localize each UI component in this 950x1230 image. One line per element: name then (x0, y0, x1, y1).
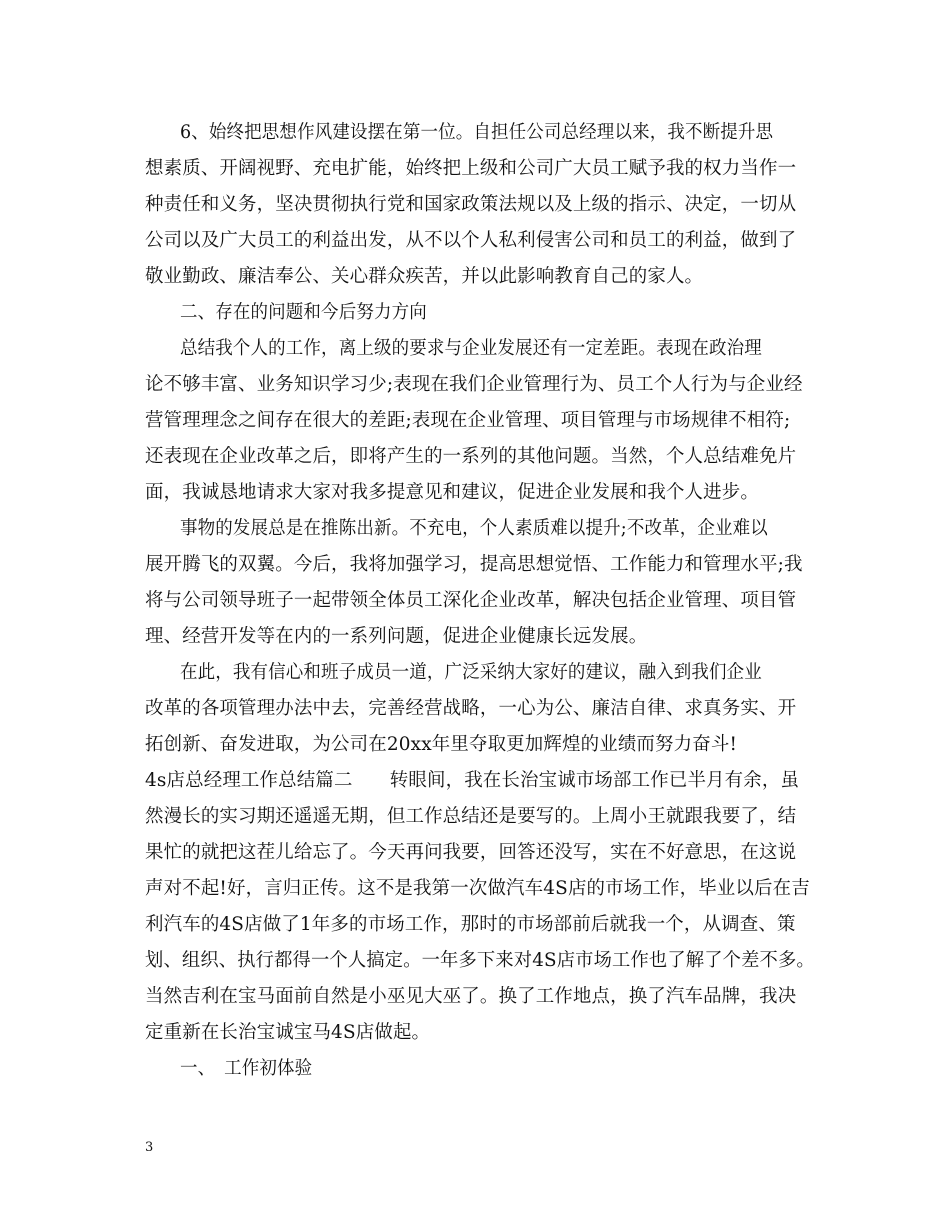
section-heading: 一、 工作初体验 (180, 1058, 313, 1079)
paragraph-line: 在此，我有信心和班子成员一道，广泛采纳大家好的建议，融入到我们企业 (180, 662, 762, 683)
paragraph-line: 事物的发展总是在推陈出新。不充电，个人素质难以提升;不改革，企业难以 (180, 518, 768, 539)
paragraph-line: 拓创新、奋发进取，为公司在20xx年里夺取更加辉煌的业绩而努力奋斗! (145, 734, 738, 755)
paragraph-line: 还表现在企业改革之后，即将产生的一系列的其他问题。当然，个人总结难免片 (145, 446, 797, 467)
paragraph-line: 种责任和义务，坚决贯彻执行党和国家政策法规以及上级的指示、决定，一切从 (145, 194, 797, 215)
paragraph-line: 划、组织、执行都得一个人搞定。一年多下来对4S店市场工作也了解了个差不多。 (145, 950, 815, 971)
paragraph-line: 果忙的就把这茬儿给忘了。今天再问我要，回答还没写，实在不好意思，在这说 (145, 842, 797, 863)
paragraph-line: 总结我个人的工作，离上级的要求与企业发展还有一定差距。表现在政治理 (180, 338, 762, 359)
paragraph-line: 展开腾飞的双翼。今后，我将加强学习，提高思想觉悟、工作能力和管理水平;我 (145, 554, 803, 575)
paragraph-line: 改革的各项管理办法中去，完善经营战略，一心为公、廉洁自律、求真务实、开 (145, 698, 797, 719)
paragraph-line: 声对不起!好，言归正传。这不是我第一次做汽车4S店的市场工作，毕业以后在吉 (145, 878, 810, 899)
paragraph-line: 将与公司领导班子一起带领全体员工深化企业改革，解决包括企业管理、项目管 (145, 590, 797, 611)
paragraph-line: 理、经营开发等在内的一系列问题，促进企业健康长远发展。 (145, 626, 648, 647)
section-heading: 二、存在的问题和今后努力方向 (180, 302, 427, 323)
paragraph-line: 论不够丰富、业务知识学习少;表现在我们企业管理行为、员工个人行为与企业经 (145, 374, 803, 395)
paragraph-line: 营管理理念之间存在很大的差距;表现在企业管理、项目管理与市场规律不相符; (145, 410, 791, 431)
paragraph-line: 利汽车的4S店做了1年多的市场工作，那时的市场部前后就我一个，从调查、策 (145, 914, 796, 935)
paragraph-line: 公司以及广大员工的利益出发，从不以个人私利侵害公司和员工的利益，做到了 (145, 230, 797, 251)
paragraph-line: 定重新在长治宝诚宝马4S店做起。 (145, 1022, 431, 1043)
page-number: 3 (145, 1140, 154, 1155)
paragraph-line: 6、始终把思想作风建设摆在第一位。自担任公司总经理以来，我不断提升思 (180, 122, 774, 143)
paragraph-line: 然漫长的实习期还遥遥无期，但工作总结还是要写的。上周小王就跟我要了，结 (145, 806, 797, 827)
paragraph-line: 想素质、开阔视野、充电扩能，始终把上级和公司广大员工赋予我的权力当作一 (145, 158, 797, 179)
paragraph-line: 当然吉利在宝马面前自然是小巫见大巫了。换了工作地点，换了汽车品牌，我决 (145, 986, 797, 1007)
article-title-line: 4s店总经理工作总结篇二 转眼间，我在长治宝诚市场部工作已半月有余，虽 (145, 770, 800, 791)
paragraph-line: 敬业勤政、廉洁奉公、关心群众疾苦，并以此影响教育自己的家人。 (145, 266, 704, 287)
paragraph-line: 面，我诚恳地请求大家对我多提意见和建议，促进企业发展和我个人进步。 (145, 482, 759, 503)
